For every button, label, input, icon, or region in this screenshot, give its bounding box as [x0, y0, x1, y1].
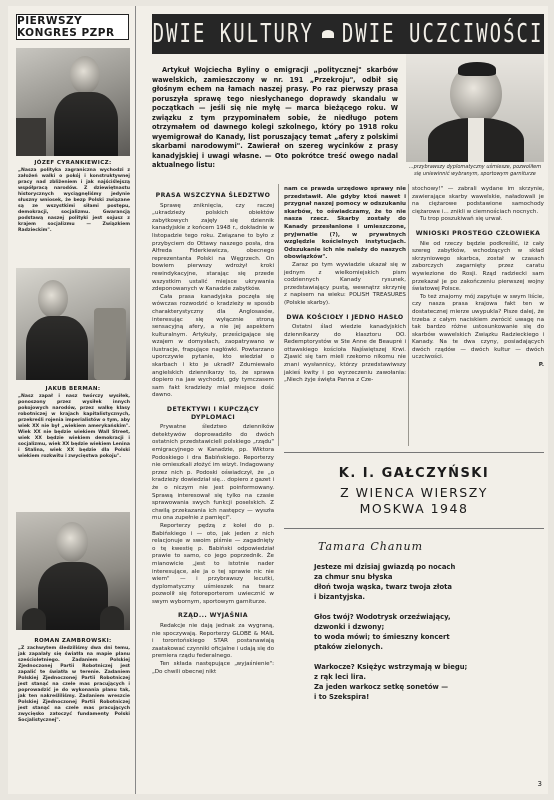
- poem-line: z rąk leci lira.: [314, 673, 366, 681]
- caption-quote-zambrowski: „Z zachwytem śledziliśmy dwa dni temu, jak zapalały się światła na mapie planu sześcioletniego. Zadaniem Polskiej Zjednoczonej Partii Robotniczej jest zapalić te światła w terenie. Zadaniem Polskiej Zjednoczonej Partii Robotniczej jest stanąć na czele mas pracujących i poprowadzić je do wykonania planu tak, jak ten nakreśliliśmy. Zadaniem wreszcie Polskiej Zjednoczonej Partii Robotniczej jest stanąć na czele mas pracujących zwycięsko zatoczyć fundamenty Polski Socjalistycznej".: [18, 646, 130, 723]
- caption-name-cyrankiewicz: JÓZEF CYRANKIEWICZ:: [34, 160, 112, 166]
- headline-right: DWIE UCZCIWOŚCI: [341, 19, 544, 49]
- headline-banner: [152, 14, 544, 54]
- paragraph: Sprawę zniknięcia, czy raczej „ukradzieży polskich obiektów zabytkowych zajęły się dziennik kanadyjskie z końcem 1948 r., dokładnie w listopadzie tego roku. Związane to było z przybyciem do Ottawy naszego posła, dra Alfreda Fiderkiewicza, obecnego reprezentanta Polski na Węgrzech. On bowiem pierwszy wdrożył kroki rewindykacyjne, starając się przede wszystkim ustalić miejsce ukrywania zdeponowanych w Kanadzie zabytków.: [152, 202, 274, 293]
- paragraph: Tu trop poszukiwań się urwał.: [420, 216, 503, 223]
- poem-line: to woda mówi; to śmieszny koncert: [314, 633, 450, 641]
- section-heading: RZĄD... WYJAŚNIA: [178, 612, 248, 620]
- section-heading: DETEKTYWI I KUPCZĄCY DYPLOMACI: [166, 406, 260, 421]
- caption-name-berman: JAKUB BERMAN:: [45, 386, 101, 392]
- paragraph: Reporterzy pędzą z kolei do p. Babińskiego i — oto, jak jeden z nich relacjonuje w swoim piśmie — zagadnięty o tę kwestię p. Babiński odpowiedział prawie to samo, co jego poprzednik. Że mianowicie „jest to istotnie nader interesujące, ale ja o tej sprawie nic nie wiem" — i przybrawszy lecutki, dyplomatyczny uśmieszek na twarz pozwolił się fotoreporterom uwiecznić w swym wybornym, sportowym garniturze.: [152, 522, 274, 605]
- paragraph: Cała prasa kanadyjska poczęła się wówczas rozwodzić o kradzieży w sposób charakterystyczny dla Anglosasów, interesując się wyłącznie stroną sensacyjną afery, a nie jej aspektem kulturalnym. Artykuły, prześcigające się wzajem w domysłach, zaopatrywano w ilustracje, frapujące nagłówki. Powtarzano uporczywie pytanie, kto wiedział o skarbach i kto je ukradł? Zdumiewało angielskich dziennikarzy to, że sprawa dopiero na jaw wychodzi, gdy tymczasem sam fakt kradzieży miał miejsce dość dawno.: [152, 293, 274, 399]
- photo-berman: [16, 268, 130, 380]
- poem-line: i to Szekspira!: [314, 693, 370, 701]
- poem-top-rule: [284, 452, 544, 453]
- signature: P.: [538, 362, 544, 369]
- photo-cyrankiewicz: [16, 48, 130, 156]
- poem-subtitle-year: MOSKWA 1948: [359, 501, 469, 516]
- poem-line: Jesteze mi dzisiaj gwiazdą po nocach: [314, 563, 456, 571]
- poem-line: za chmur snu błyska: [314, 573, 393, 581]
- poem-stanza: [314, 612, 536, 652]
- caption-quote-cyrankiewicz: „Nasza polityka zagraniczna wychodzi z założeń walki o pokój i konstruktywnej pracy nad zbliżeniem i jak najściślejszą współpracą narodów. Z dziewiętnastu historycznych wyciągnęliśmy jedynie słuszny wniosek, że bezp Polski związane są ze wszystkimi siłami postępu, demokracji, socjalizmu. Gwarancją podstawą naszej polityki jest sojusz z krajem socjalizmu — Związkiem Radzieckim".: [18, 168, 130, 233]
- poem-line: dzwonki i dzwony;: [314, 623, 385, 631]
- caption-name-zambrowski: ROMAN ZAMBROWSKI:: [34, 638, 112, 644]
- poem-line: Warkocze? Księżyc wstrzymają w biegu;: [314, 663, 468, 671]
- poem-author: K. I. GAŁCZYŃSKI: [338, 466, 490, 481]
- article-intro: Artykuł Wojciecha Byliny o emigracji „politycznej" skarbów wawelskich, zamieszczony w nr. 191 „Przekroju", odbił się głośnym echem na łamach naszej prasy. Po raz pierwszy prasa poruszyła sprawę tego niesłychanego doprawdy skandalu w początkach — jeśli się nie myłę — marca bieżącego roku. W związku z tym przypominałem sobie, że niedługo potem otrzymałem od dawnego kolegi szkolnego, który po 1918 roku wyemigrował do Kanady, list poruszający temat „afery z polskimi skarbami narodowymi". Zawierał on szereg wycinków z prasy kanadyjskiej i uwagi własne. — Oto pokrótce treść owego nadal aktualnego listu:: [152, 66, 398, 169]
- page-number: 3: [537, 780, 542, 788]
- paragraph: nam ce prawda urzędowo sprawy nie przedstawił. Ale gdyby ktoś nawet i przygnał naszej pomocy w odszukaniu skarbów, to oświadczamy, że to nie nasza rzecz. Skarby zostały do Kanady przesłanione i umieszczone, pryjwnatie (?), w prywatnych względzie kościelnych instytucjach. Odszukanie ich nie należy do naszych obowiązków".: [284, 186, 406, 261]
- poem-mid-rule: [284, 528, 544, 529]
- article-column-3: [412, 186, 544, 370]
- poem-line: i bizantyjska.: [314, 593, 366, 601]
- column-divider: [408, 184, 409, 446]
- section-heading: DWA KOŚCIOŁY I JEDNO HASŁO: [286, 313, 404, 321]
- photo-diplomat: [406, 54, 544, 162]
- photo-diplomat-caption: ...przybrawszy dyplomatyczny uśmiesze, pozwoliłem się uniewinnić wybranym, sportowym garniturze: [408, 164, 542, 177]
- article-column-1: [152, 186, 274, 676]
- article-column-2: [284, 186, 406, 385]
- paragraph: Prywatne śledztwo dzienników detektywów doprowadziło do dwóch ostatnich przedstawicieli polskiego „rządu" emigracyjnego w Kanadzie, pp. Wiktora Podoskiego i dra Babińskiego. Reporterzy nie omieszkali złożyć im wizyt. Indagowany przez nich p. Podoski oświadczył, że „o kradzieży dowiedział się... dopiero z gazet i że o niczym nie jest poinformowany. Sprawą interesował się tylko na czasie sprawowania swych funkcji poselskich. Z chwilą przekazania ich następcy — wyszła mu ona zupełnie z pamięci".: [152, 424, 274, 522]
- paragraph: Nie od rzeczy będzie podkreślić, iż cały szereg zabytków, wchodzących w skład skrzyniowego skarbca, został w czasach zaborczych zagarnięty przez caratu wywiezione do Rosji. Rząd radziecki sam przekazał je po zakończeniu pierwszej wojny światowej Polsce.: [412, 240, 544, 293]
- caption-quote-berman: „Nasz zapał i nasz twórczy wysiłek, ponoszony przez wysiłek innych pokojowych narodów, przez walkę klasy robotniczej w krajach kapitalistycznych, przekreśli rojenia imperialistów o tym, aby wiek XX nie był „wiekiem amerykańskim". Wiek XX nie będzie wiekiem Wall Street, wiek XX będzie wiekiem demokracji i socjalizmu, wiek XX będzie wiekiem Lenina i Stalina, wiek XX będzie dla Polski wiekiem rozkwitu i zwycięstwa pokoju".: [18, 394, 130, 459]
- paragraph: To też znajomy mój zapytuje w swym liście, czy nasza prasa krajowa fakt ten w dostatecznej mierze uwypukla? Pisze dalej, że trzeba z całym naciskiem zwrócić uwagę na tak bardzo różne ustosunkowanie się do skarbów wawelskich Związku Radzieckiego i Kanady. Na te dwa czyny, posiadających dwóch rządów — dwóch kultur — dwóch uczciwości.: [412, 293, 544, 361]
- section-heading: PRASA WSZCZYNA ŚLEDZTWO: [155, 192, 271, 199]
- paragraph: Zaraz po tym wywiadzie ukazał się w jednym z wielkomiejskich pism codziennych Kanady rysunek, przedstawiający pustą, wewnątrz skrzynię z napisem na wieku: POLISH TREASURES (Polskie skarby).: [284, 261, 406, 306]
- kongres-box-title: PIERWSZY KONGRES PZPR: [16, 14, 129, 40]
- paragraph: Redakcje nie dają jednak za wygraną, nie spoczywają. Reporterzy GLOBE & MAIL i torontońskiego STAR postanawiają zaatakować czynniki oficjalne i udają się do premiera rządu federalnego.: [152, 623, 274, 660]
- paragraph: stochowy!" — zabrali wydane im skrzynie, zawierające skarby wawelskie, naładowali je na ciężarowe podstawione samochody ciężarowe i... znikli w ciemnościach nocnych.: [412, 186, 544, 215]
- poem-stanza: [314, 662, 536, 702]
- poem-title: Tamara Chanum: [318, 540, 424, 553]
- headline-separator-icon: [322, 30, 334, 38]
- photo-zambrowski: [16, 512, 130, 630]
- poem-stanza: [314, 562, 536, 602]
- column-divider: [278, 184, 279, 446]
- headline-left: DWIE KULTURY: [152, 19, 314, 49]
- poem-line: Za jeden warkocz setkę sonetów —: [314, 683, 449, 691]
- section-heading: WNIOSKI PROSTEGO CZŁOWIEKA: [415, 229, 541, 237]
- paragraph: Ostatni ślad wiedzie kanadyjskich dziennikarzy do klasztoru OO. Redemptorystów w Ste Anne de Beaupré i ottawskiego kościoła Najświętszej Krwi. Zjawić się tam mieli rzekomo nikomu nie znani wysłannicy, którzy przedstawiwszy jakieś kwity i po wyrzeczeniu zawołania: „Niech żyje święta Panna z Cze-: [284, 324, 406, 384]
- poem-header: [284, 454, 544, 526]
- poem-body: [314, 562, 536, 712]
- poem-subtitle: Z WIENCA WIERSZY: [340, 485, 488, 500]
- poem-line: Głos twój? Wodotrysk orzeźwiający,: [314, 613, 451, 621]
- magazine-page: [8, 6, 548, 794]
- paragraph: Ten składa następujące „wyjaśnienie": „Do chwili obecnej nikt: [152, 661, 274, 675]
- poem-line: ptaków zielonych.: [314, 643, 383, 651]
- poem-line: dłoń twoja wąska, twarz twoja złota: [314, 583, 452, 591]
- left-column: [8, 6, 136, 794]
